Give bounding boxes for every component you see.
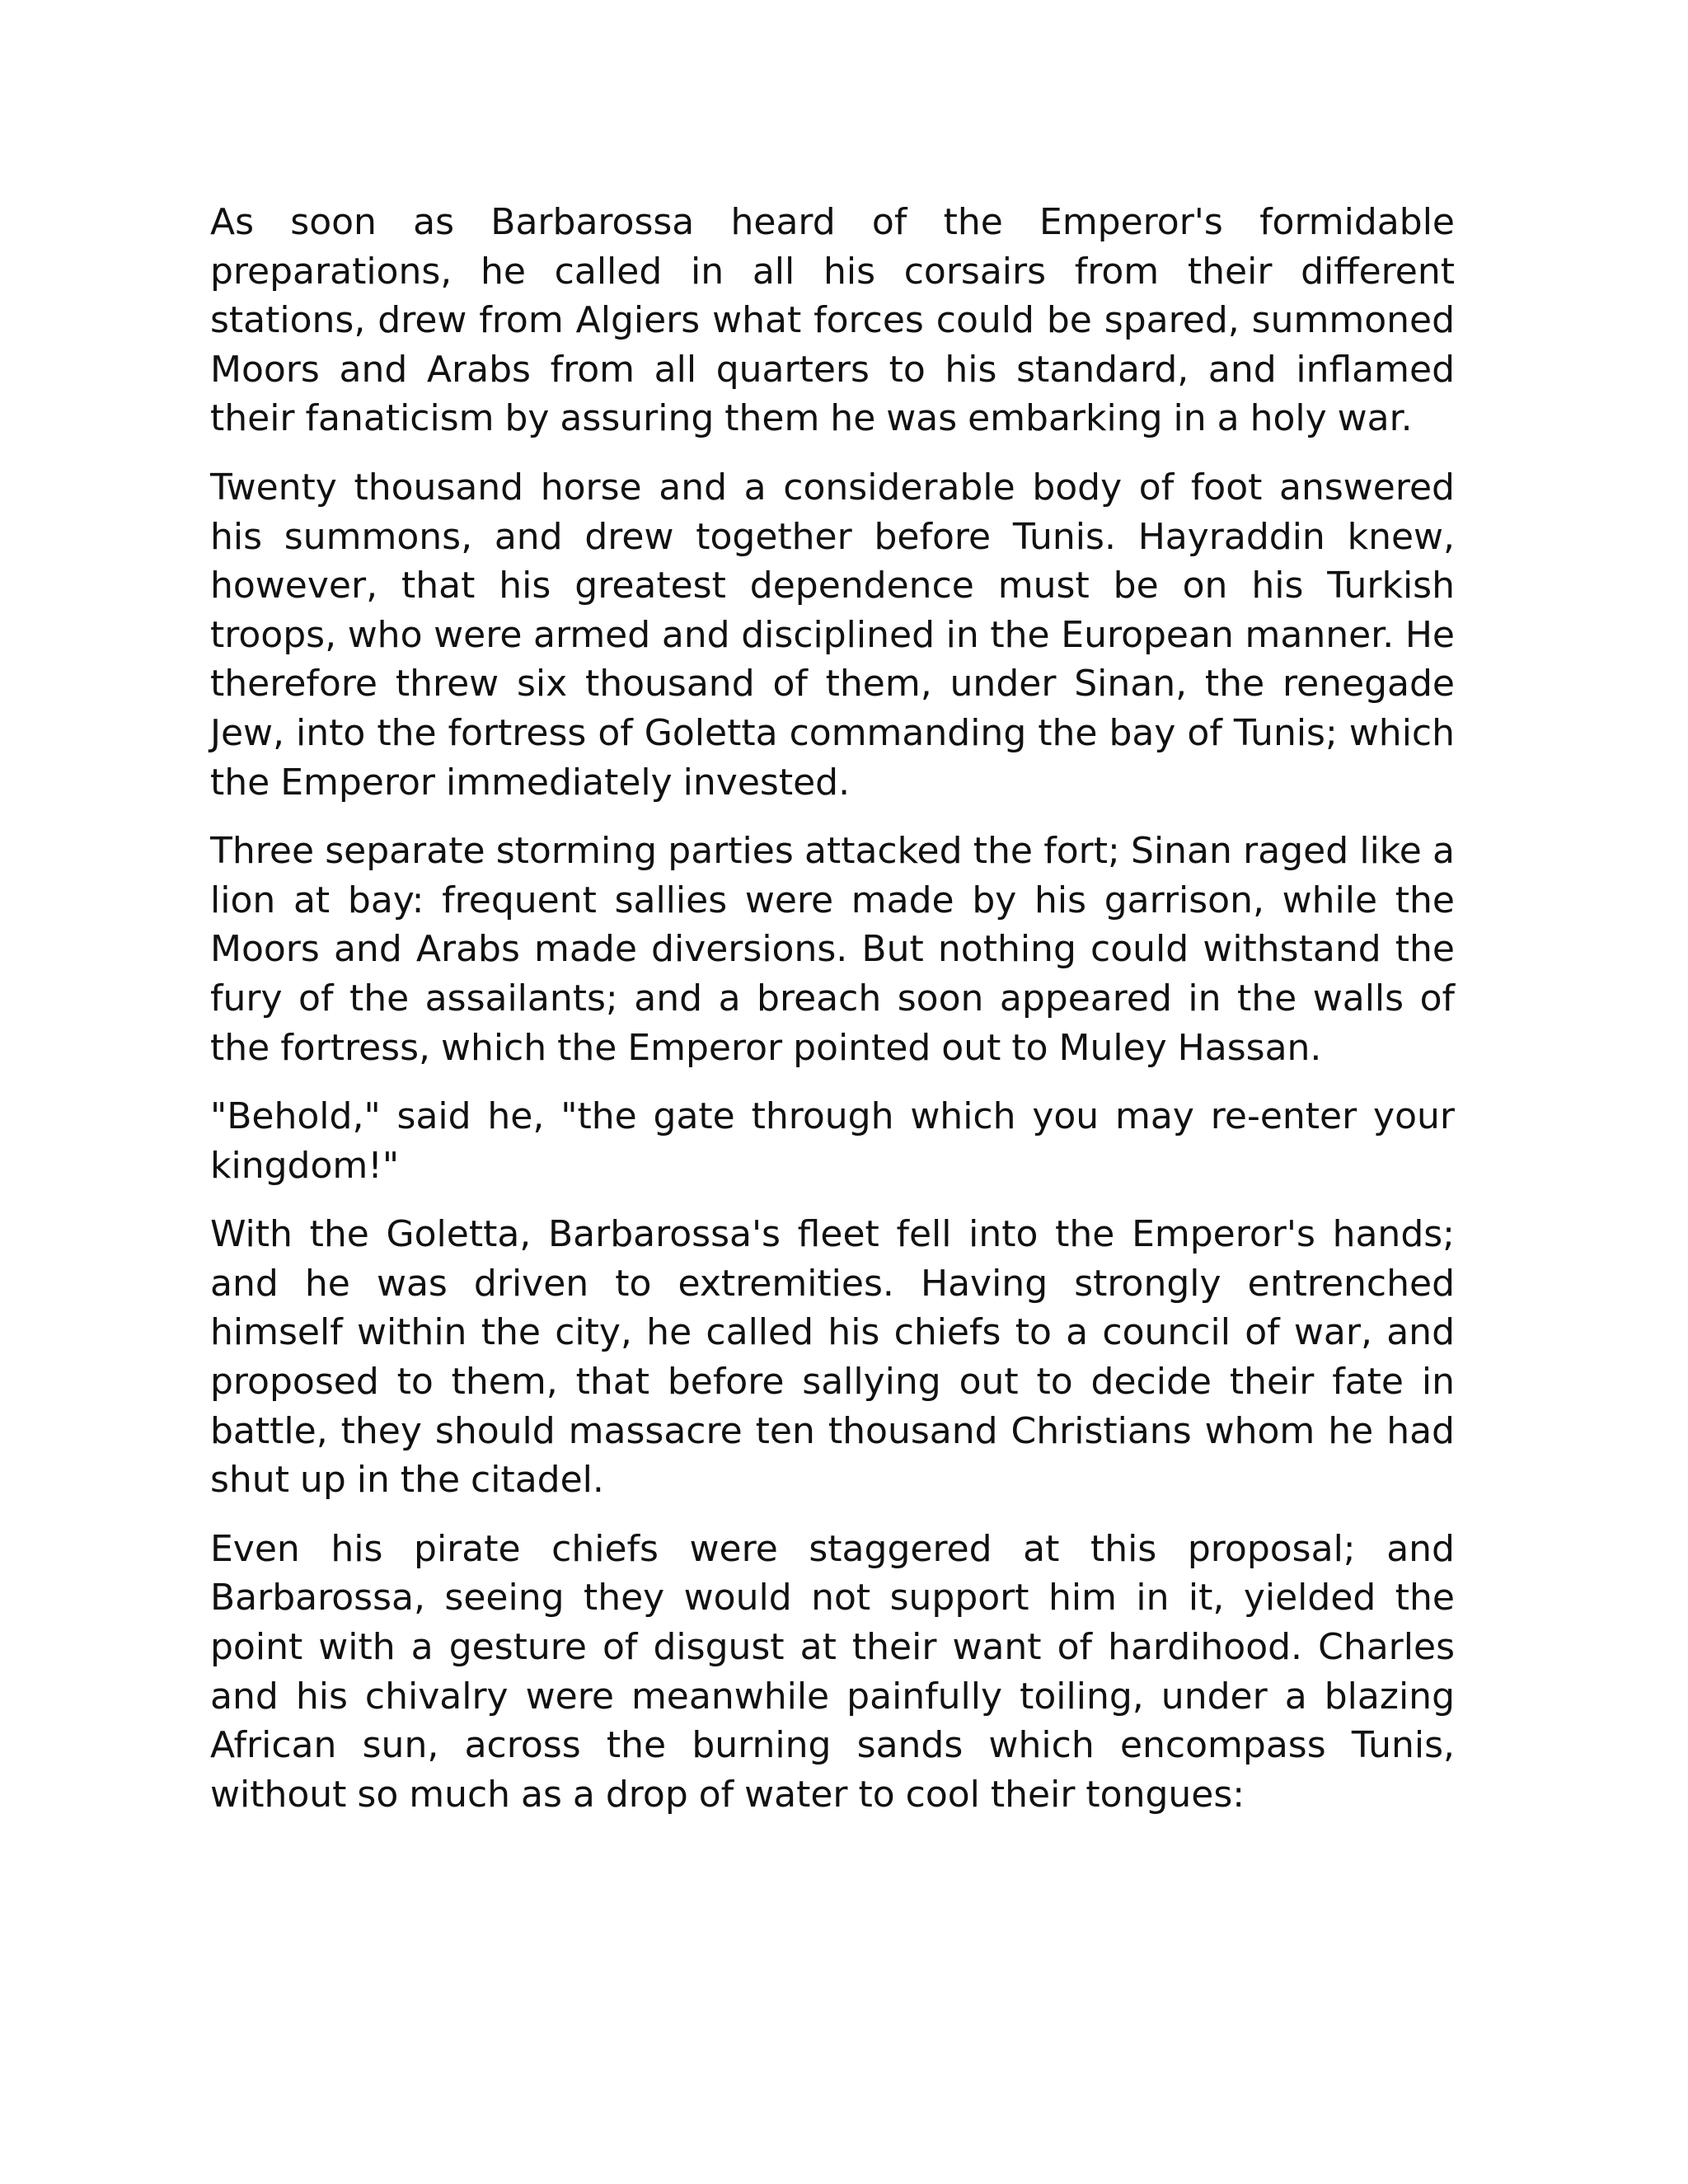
paragraph-1: As soon as Barbarossa heard of the Emperor's formidable preparations, he called in all his corsairs from their different stations, drew from Algiers what forces could be spared, summoned Moors and Arabs from all quarters to his standard, and inflamed their fanaticism by assuring them he was embarking in a holy war. [210,201,1455,440]
paragraph-2: Twenty thousand horse and a considerable body of foot answered his summons, and drew together before Tunis. Hayraddin knew, however, that his greatest dependence must be on his Turkish troops, who were armed and disciplined in the European manner. He therefore threw six thousand of them, under Sinan, the renegade Jew, into the fortress of Goletta commanding the bay of Tunis; which the Emperor immediately invested. [210,466,1455,804]
paragraph-6: Even his pirate chiefs were staggered at this proposal; and Barbarossa, seeing they would not support him in it, yielded the point with a gesture of disgust at their want of hardihood. Charles and his chivalry were meanwhile painfully toiling, under a blazing African sun, across the burning sands which encompass Tunis, without so much as a drop of water to cool their tongues: [210,1527,1455,1816]
paragraph-4: "Behold," said he, "the gate through which you may re-enter your kingdom!" [210,1095,1455,1187]
body-text [210,198,1455,1839]
paragraph-5: With the Goletta, Barbarossa's fleet fell into the Emperor's hands; and he was driven to extremities. Having strongly entrenched himself within the city, he called his chiefs to a council of war, and proposed to them, that before sallying out to decide their fate in battle, they should massacre ten thousand Christians whom he had shut up in the citadel. [210,1213,1455,1502]
paragraph-3: Three separate storming parties attacked the fort; Sinan raged like a lion at bay: frequent sallies were made by his garrison, while the Moors and Arabs made diversions. But nothing could withstand the fury of the assailants; and a breach soon appeared in the walls of the fortress, which the Emperor pointed out to Muley Hassan. [210,830,1455,1069]
